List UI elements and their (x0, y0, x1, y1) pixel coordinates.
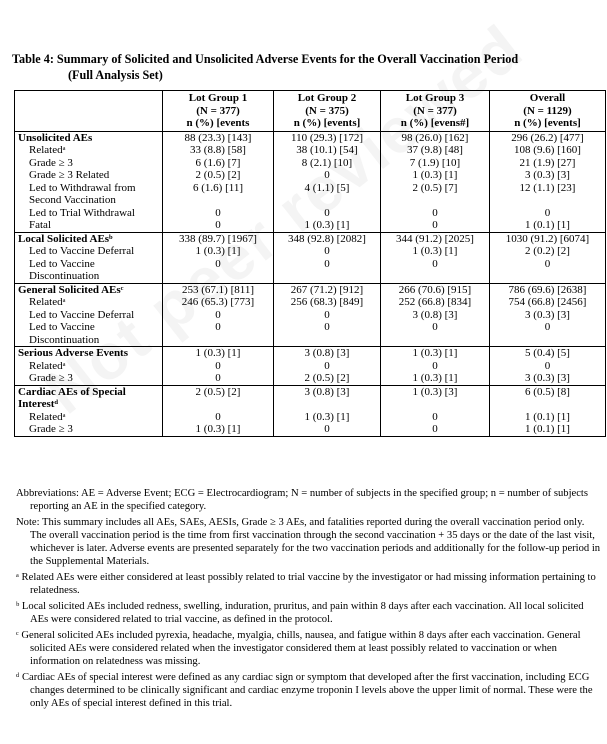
cell-value: 2 (0.5) [2] (163, 169, 274, 182)
cell-value: 0 (163, 372, 274, 385)
footnote: ᶜ General solicited AEs included pyrexia, headache, myalgia, chills, nausea, and fatigue within 8 days after each vaccination. General solicited AEs were considered related when the investigator considered them at least possibly related to vaccination or when information on relatedness was missing. (16, 630, 581, 667)
cell-value: 0 (490, 321, 606, 347)
row-label: Led to Vaccine Discontinuation (15, 321, 163, 347)
row-label: Relatedᵃ (15, 296, 163, 309)
row-label: Serious Adverse Events (15, 347, 163, 360)
cell-value: 3 (0.3) [3] (490, 169, 606, 182)
cell-value: 296 (26.2) [477] (490, 131, 606, 144)
cell-value: 0 (490, 207, 606, 220)
row-label: Led to Vaccine Discontinuation (15, 258, 163, 284)
cell-value: 0 (163, 258, 274, 284)
row-label: Unsolicited AEs (15, 131, 163, 144)
table-row (15, 309, 606, 322)
cell-value: 0 (163, 309, 274, 322)
cell-value: 37 (9.8) [48] (381, 144, 490, 157)
table-row (15, 321, 606, 347)
cell-value: 1 (0.1) [1] (490, 411, 606, 424)
cell-value: 0 (490, 258, 606, 284)
cell-value: 3 (0.8) [3] (381, 309, 490, 322)
header-cell-lot-group-2: Lot Group 2 (N = 375) n (%) [events] (274, 91, 381, 132)
row-label: Led to Trial Withdrawal (15, 207, 163, 220)
cell-value: 1 (0.1) [1] (490, 423, 606, 436)
cell-value: 0 (381, 219, 490, 232)
footnote: Abbreviations: AE = Adverse Event; ECG = Electrocardiogram; N = number of subjects in the specified group; n = number of subjects reporting an AE in the specified category. (16, 488, 588, 512)
table-body (15, 131, 606, 436)
row-label: Relatedᵃ (15, 144, 163, 157)
footnote: ᵇ Local solicited AEs included redness, swelling, induration, pruritus, and pain within 8 days after each vaccination. All local solicited AEs were considered related to trial vaccine, as defined in the protocol. (16, 601, 584, 625)
header-cell-lot-group-1: Lot Group 1 (N = 377) n (%) [events (163, 91, 274, 132)
cell-value: 3 (0.3) [3] (490, 309, 606, 322)
table-row (15, 245, 606, 258)
table-row (15, 258, 606, 284)
adverse-events-table (14, 90, 606, 437)
cell-value: 0 (381, 207, 490, 220)
table-title-line2: (Full Analysis Set) (68, 68, 163, 82)
cell-value: 0 (381, 321, 490, 347)
table-row (15, 144, 606, 157)
footnote: ᵃ Related AEs were either considered at least possibly related to trial vaccine by the investigator or had missing information pertaining to relatedness. (16, 572, 596, 596)
cell-value: 8 (2.1) [10] (274, 157, 381, 170)
table-row (15, 131, 606, 144)
table-row (15, 219, 606, 232)
cell-value: 2 (0.5) [2] (274, 372, 381, 385)
row-label: Grade ≥ 3 (15, 423, 163, 436)
cell-value: 786 (69.6) [2638] (490, 283, 606, 296)
header-cell-label (15, 91, 163, 132)
cell-value: 754 (66.8) [2456] (490, 296, 606, 309)
cell-value: 0 (163, 360, 274, 373)
cell-value: 7 (1.9) [10] (381, 157, 490, 170)
cell-value: 3 (0.3) [3] (490, 372, 606, 385)
cell-value: 108 (9.6) [160] (490, 144, 606, 157)
cell-value: 0 (163, 219, 274, 232)
cell-value: 0 (163, 411, 274, 424)
cell-value: 267 (71.2) [912] (274, 283, 381, 296)
cell-value: 348 (92.8) [2082] (274, 232, 381, 245)
cell-value: 338 (89.7) [1967] (163, 232, 274, 245)
table-row (15, 360, 606, 373)
cell-value: 3 (0.8) [3] (274, 347, 381, 360)
footnote: ᵈ Cardiac AEs of special interest were defined as any cardiac sign or symptom that developed after the first vaccination, including ECG changes determined to be clinically significant and cardiac enzyme troponin I levels above the upper limit of normal. These were the only AEs of special interest defined in this trial. (16, 672, 593, 709)
cell-value: 1 (0.3) [1] (274, 411, 381, 424)
cell-value: 3 (0.8) [3] (274, 385, 381, 411)
row-label: Led to Vaccine Deferral (15, 309, 163, 322)
cell-value: 0 (274, 207, 381, 220)
cell-value: 0 (274, 321, 381, 347)
cell-value: 6 (1.6) [7] (163, 157, 274, 170)
cell-value: 6 (0.5) [8] (490, 385, 606, 411)
row-label: Local Solicited AEsᵇ (15, 232, 163, 245)
table-row (15, 385, 606, 411)
cell-value: 4 (1.1) [5] (274, 182, 381, 207)
table-row (15, 423, 606, 436)
table-footnotes (16, 487, 602, 713)
cell-value: 1030 (91.2) [6074] (490, 232, 606, 245)
row-label: Led to Withdrawal from Second Vaccination (15, 182, 163, 207)
cell-value: 0 (490, 360, 606, 373)
table-header-row (15, 91, 606, 132)
table-row (15, 232, 606, 245)
cell-value: 0 (163, 207, 274, 220)
cell-value: 2 (0.5) [2] (163, 385, 274, 411)
cell-value: 1 (0.3) [1] (163, 245, 274, 258)
table-row (15, 347, 606, 360)
cell-value: 0 (274, 258, 381, 284)
table-row (15, 296, 606, 309)
cell-value: 1 (0.3) [1] (381, 372, 490, 385)
row-label: Fatal (15, 219, 163, 232)
cell-value: 0 (274, 360, 381, 373)
cell-value: 2 (0.2) [2] (490, 245, 606, 258)
cell-value: 5 (0.4) [5] (490, 347, 606, 360)
cell-value: 266 (70.6) [915] (381, 283, 490, 296)
table-row (15, 169, 606, 182)
cell-value: 88 (23.3) [143] (163, 131, 274, 144)
cell-value: 33 (8.8) [58] (163, 144, 274, 157)
cell-value: 256 (68.3) [849] (274, 296, 381, 309)
row-label: Grade ≥ 3 (15, 157, 163, 170)
row-label: Led to Vaccine Deferral (15, 245, 163, 258)
cell-value: 344 (91.2) [2025] (381, 232, 490, 245)
cell-value: 1 (0.3) [1] (381, 169, 490, 182)
row-label: Relatedᵃ (15, 360, 163, 373)
cell-value: 1 (0.3) [1] (381, 245, 490, 258)
cell-value: 0 (274, 423, 381, 436)
cell-value: 21 (1.9) [27] (490, 157, 606, 170)
row-label: Grade ≥ 3 (15, 372, 163, 385)
row-label: Cardiac AEs of Special Interestᵈ (15, 385, 163, 411)
table-row (15, 411, 606, 424)
cell-value: 252 (66.8) [834] (381, 296, 490, 309)
cell-value: 1 (0.3) [1] (163, 347, 274, 360)
cell-value: 38 (10.1) [54] (274, 144, 381, 157)
cell-value: 0 (381, 360, 490, 373)
table-row (15, 372, 606, 385)
table-title (12, 51, 602, 83)
table-row (15, 182, 606, 207)
cell-value: 0 (274, 309, 381, 322)
table-row (15, 207, 606, 220)
cell-value: 2 (0.5) [7] (381, 182, 490, 207)
cell-value: 0 (274, 245, 381, 258)
cell-value: 1 (0.3) [1] (274, 219, 381, 232)
header-cell-overall: Overall (N = 1129) n (%) [events] (490, 91, 606, 132)
cell-value: 1 (0.3) [1] (163, 423, 274, 436)
header-cell-lot-group-3: Lot Group 3 (N = 377) n (%) [evens#] (381, 91, 490, 132)
cell-value: 0 (163, 321, 274, 347)
cell-value: 0 (381, 258, 490, 284)
cell-value: 1 (0.3) [1] (381, 347, 490, 360)
cell-value: 246 (65.3) [773] (163, 296, 274, 309)
cell-value: 1 (0.3) [3] (381, 385, 490, 411)
row-label: General Solicited AEsᶜ (15, 283, 163, 296)
cell-value: 253 (67.1) [811] (163, 283, 274, 296)
row-label: Relatedᵃ (15, 411, 163, 424)
cell-value: 12 (1.1) [23] (490, 182, 606, 207)
cell-value: 6 (1.6) [11] (163, 182, 274, 207)
table-row (15, 157, 606, 170)
row-label: Grade ≥ 3 Related (15, 169, 163, 182)
cell-value: 1 (0.1) [1] (490, 219, 606, 232)
cell-value: 0 (381, 411, 490, 424)
cell-value: 98 (26.0) [162] (381, 131, 490, 144)
table-title-line1: Table 4: Summary of Solicited and Unsolicited Adverse Events for the Overall Vaccination Period (12, 52, 519, 66)
footnote: Note: This summary includes all AEs, SAEs, AESIs, Grade ≥ 3 AEs, and fatalities reported during the overall vaccination period only. The overall vaccination period is the time from first vaccination through the second vaccination + 35 days or the date of the last visit, whichever is later. Adverse events are presented separately for the two vaccination periods and additionally for the follow-up period in the Supplemental Materials. (16, 517, 601, 567)
table-row (15, 283, 606, 296)
cell-value: 0 (381, 423, 490, 436)
cell-value: 0 (274, 169, 381, 182)
cell-value: 110 (29.3) [172] (274, 131, 381, 144)
